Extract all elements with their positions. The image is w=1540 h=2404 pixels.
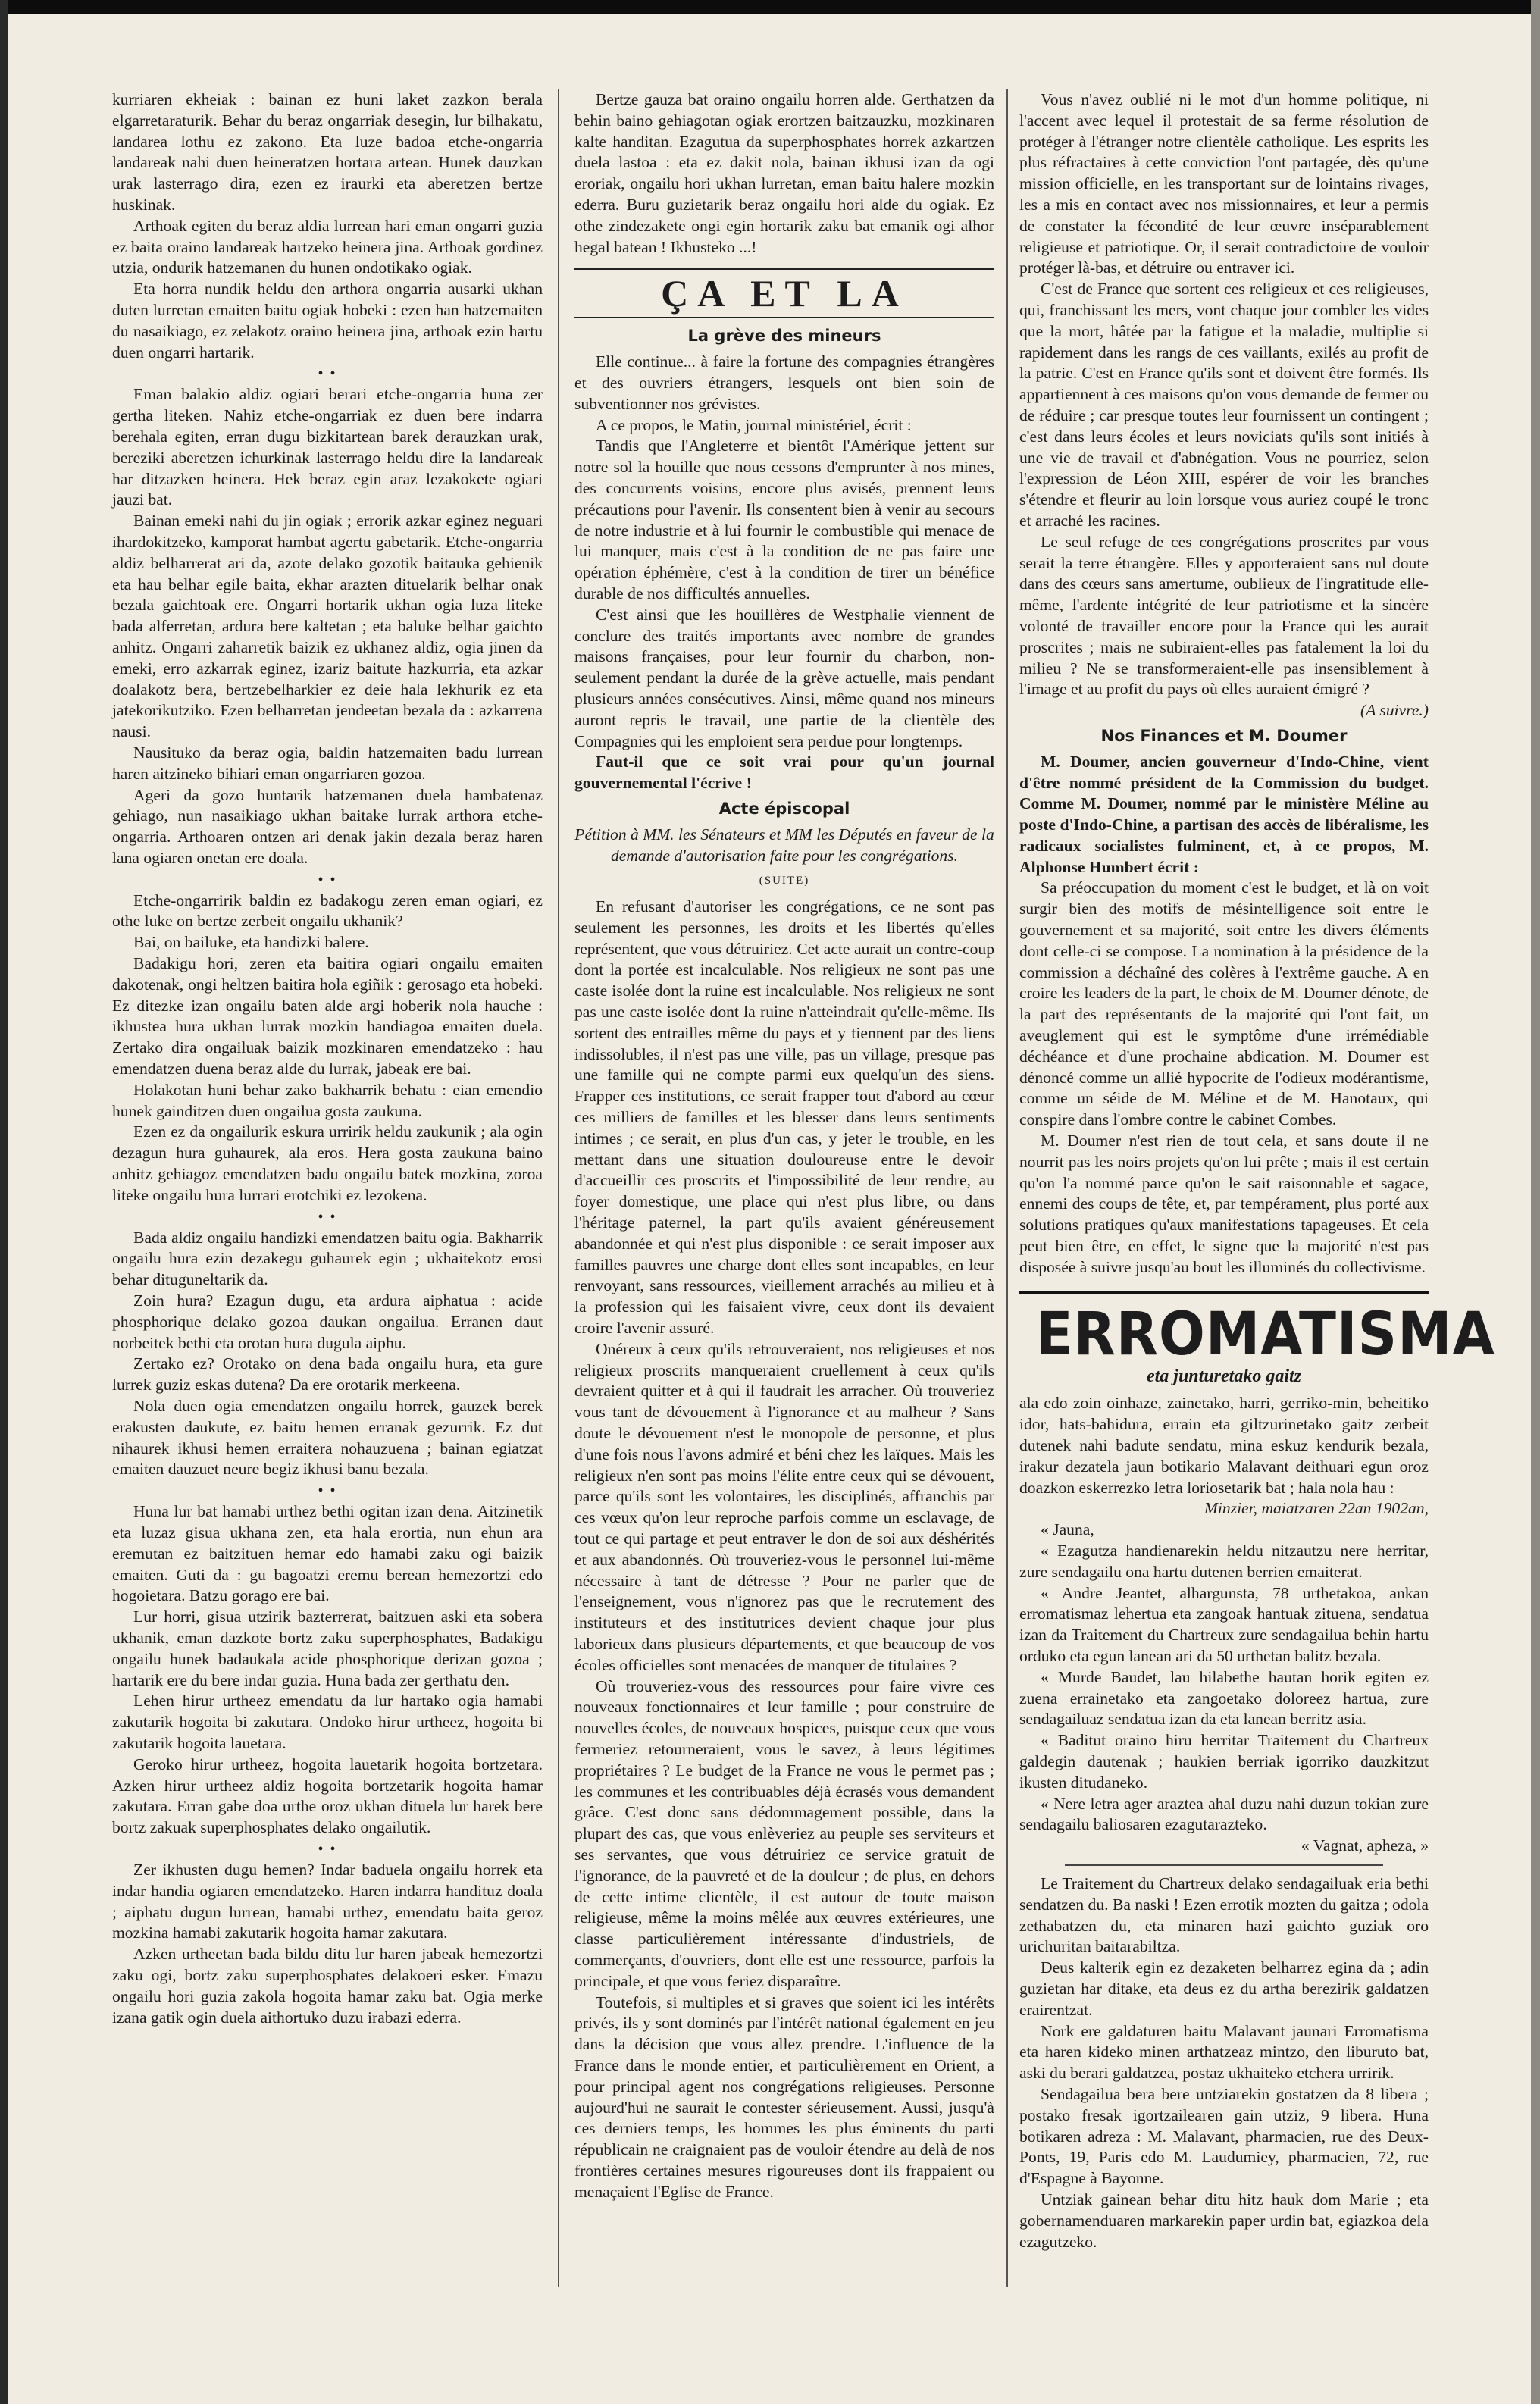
paragraph: Nola duen ogia emendatzen ongailu horrek, gauzek berek erakusten daukute, ez baitu hemen erranak gezurrik. Ez dut nihaurek ikhusi hemen erraitera nohauzuena ; bainan egiatzat emaiten dauzuet neure begiz ikhusi banu bezala.	[112, 1397, 543, 1479]
paragraph: Zoin hura? Ezagun dugu, eta ardura aiphatua : acide phosphorique delako gozoa daukan ongailua. Erranen daut norbeitek bethi eta orotan hura dugula aiphu.	[112, 1291, 543, 1352]
paragraph: Arthoak egiten du beraz aldia lurrean hari eman ongarri guzia ez baita oraino landareak hartzeko heinera jina. Arthoak gordinez utzia, ondurik hatzemanen du hunen ondotikako ogiak.	[112, 216, 543, 277]
paragraph: Bai, on bailuke, eta handizki balere.	[133, 933, 369, 952]
paragraph: Nork ere galdaturen baitu Malavant jaunari Erromatisma eta haren kideko minen arthatzeaz mintzo, den liburuto bat, aski du berari galdatzea, postaz ukhaiteko etchera urririk.	[1019, 2021, 1429, 2083]
paragraph: Ageri da gozo huntarik hatzemanen duela hambatenaz gehiago, nun nasaikiago ukhan baitake lurrak arthora etche-ongarria. Arthoaren ontzen ari denak jakin dezala beraz haren lana ogiaren onetan ere doala.	[112, 785, 543, 867]
quote-paragraph: Tandis que l'Angleterre et bientôt l'Amérique jettent sur notre sol la houille que nous cessons d'emprunter à nos mines, des concurrents voisins, encore plus avisés, prennent leurs précautions pour l'avenir. Ils consentent bien à venir au secours de notre industrie et à lui fournir le combustible qui menace de lui manquer, mais c'est à la condition de ne pas faire une opération éphémère, c'est à la condition de tirer un bénéfice durable de nos difficultés annuelles.	[574, 437, 994, 603]
continued-label: (SUITE)	[759, 875, 810, 887]
paragraph: Le Traitement du Chartreux delako sendagailuak eria bethi sendatzen du. Ba naski ! Ezen errotik mozten du gaitza ; odola zethabatzen du, eta minaren hazi gaichto guziak oro urichuritan baitarabiltza.	[1019, 1873, 1429, 1956]
paragraph: Sa préoccupation du moment c'est le budget, et là on voit surgir bien des motifs de mésintelligence soit entre le gouvernement et sa majorité, soit entre les divers éléments dont celle-ci se compose. La nomination à la présidence de la commission a déchaîné des colères à l'extrême gauche. A en croire les leaders de la part, le choix de M. Doumer dénote, de la part des représentants de la majorité qui l'ont fait, un aveuglement qui est le symptôme d'une irrémédiable déchéance et d'une prochaine abdication. M. Doumer est dénoncé comme un allié hypocrite de l'odieux modérantisme, comme un séide de M. Méline et de M. Hanotaux, qui conspire dans l'ombre contre le cabinet Combes.	[1019, 878, 1429, 1129]
section-separator: • •	[318, 1208, 337, 1225]
paragraph: M. Doumer n'est rien de tout cela, et sans doute il ne nourrit pas les noirs projets qu'on lui prête ; mais il est certain qu'on l'a nommé parce qu'on le sait raisonnable et sagace, ennemi des coups de tête, et, par tempérament, plus porté aux solutions pratiques qu'aux manifestations tapageuses. Et cela peut bien être, en effet, le signe que la majorité n'est pas disposée à suivre jusqu'au bout les illuminés du collectivisme.	[1019, 1132, 1429, 1276]
advertisement	[1019, 1291, 1495, 2253]
paragraph: Badakigu hori, zeren eta baitira ogiari ongailu emaiten dakotenak, ongi heltzen baitira hola egiñik : gerosago eta hobeki. Ez ditezke izan ongailu baten alde argi hoberik nola hauche : ikhustea hura ukhan lurrak mozkin handiagoa emaiten duela. Zertako dira ongailuak baizik mozkinaren emendatzeko : hau emendatzen duena beraz alde du lurrak, jabeak ere bai.	[112, 954, 543, 1078]
scan-right-edge	[1531, 0, 1540, 2404]
paragraph: Untziak gainean behar ditu hitz hauk dom Marie ; eta gobernamenduaren markarekin paper urdin bat, egiazkoa dela ezagutzeko.	[1019, 2190, 1429, 2251]
section-separator: • •	[318, 365, 337, 383]
paragraph: Le seul refuge de ces congrégations proscrites par vous serait la terre étrangère. Elles y apporteraient sans nul doute dans des cœurs sans amertume, oublieux de l'ingratitude elle-même, l'ardente intégrité de leur patriotisme et la sincère volonté de travailler encore pour la France qui les aurait proscrites ; mais ne subiraient-elles pas fatalement la loi du milieu ? Ne se transformeraient-elle pas insensiblement à l'image et au profit du pays où elles auraient émigré ?	[1019, 532, 1429, 699]
ad-title: ERROMATISMA	[1035, 1300, 1495, 1369]
paragraph: Eman balakio aldiz ogiari berari etche-ongarria huna zer gertha liteken. Nahiz etche-ongarriak ez duen bere indarra berehala egiten, erran dugu bizkitartean barek derauzkan urak, bereziki aberetzen ichurkinak lasterrago heldu dire la landareak har ditzazken heinera. Hek beraz egin araz lezakokete ogiari jauzi bat.	[112, 385, 543, 509]
column-rule-2	[1006, 89, 1008, 2287]
article-lead: M. Doumer, ancien gouverneur d'Indo-Chine, vient d'être nommé président de la Commission du budget. Comme M. Doumer, nommé par le ministère Méline au poste d'Indo-Chine, a partisan des accès de libéralisme, les radicaux socialistes fulminent, et, à ce propos, M. Alphonse Humbert écrit :	[1019, 752, 1429, 876]
paragraph: Zer ikhusten dugu hemen? Indar baduela ongailu horrek eta indar handia ogiaren emendatzeko. Haren indarra handituz doala ; aiphatu dugun lurrean, hamabi urthez, emendatu baita geroz mozkina hamabi zakutarik hogoita hamar zakutara.	[112, 1860, 543, 1942]
column-3	[1019, 89, 1495, 2252]
column-rule-1	[558, 89, 559, 2287]
paragraph: Holakotan huni behar zako bakharrik behatu : eian emendio hunek gainditzen duen ongailua gosta zaukuna.	[112, 1080, 543, 1120]
column-2	[574, 89, 994, 2203]
scan-left-edge	[0, 0, 8, 2404]
paragraph: « Murde Baudet, lau hilabethe hautan horik egiten ez zuena errainetako eta zangoetako doloreez hartua, zure sendagailuaz sendatua izan da eta lanean berritz asia.	[1019, 1667, 1429, 1729]
divider	[1065, 1864, 1383, 1866]
paragraph: Faut-il que ce soit vrai pour qu'un journal gouvernemental l'écrive !	[574, 753, 994, 793]
paragraph: Vous n'avez oublié ni le mot d'un homme politique, ni l'accent avec lequel il protestait de sa ferme résolution de protéger à l'étranger notre clientèle catholique. Les esprits les plus réfractaires à cette conviction l'ont partagée, dès qu'une mission officielle, en les transportant sur de lointains rivages, les a mis en contact avec nos missionnaires, et leur a permis de constater la fécondité de leur œuvre inséparablement religieuse et patriotique. Or, il serait contradictoire de vouloir protéger là-bas, et détruire ou entraver ici.	[1019, 90, 1429, 277]
section-banner: ÇA ET LA	[574, 268, 994, 318]
scan-top-border	[0, 0, 1540, 14]
paragraph: Nausituko da beraz ogia, baldin hatzemaiten badu lurrean haren aitzineko bihiari eman ongarriaren gozoa.	[112, 743, 543, 783]
paragraph: Lur horri, gisua utzirik bazterrerat, baitzuen aski eta sobera ukhanik, eman dazkote bortz zaku superphosphates, Badakigu ongailu hunek badaukala acide phosphorique derizan gozoa ; hartarik ere du bere indar guzia. Huna bada zer gerthatu den.	[112, 1607, 543, 1689]
paragraph: Sendagailua bera bere untziarekin gostatzen da 8 libera ; postako fresak igortzailearen gain utziz, 9 libera. Huna botikaren adreza : M. Malavant, pharmacien, rue des Deux-Ponts, 19, Paris edo M. Laudumiey, pharmacien, 72, rue d'Espagne à Bayonne.	[1019, 2084, 1429, 2188]
article-subtitle: Pétition à MM. les Sénateurs et MM les Députés en faveur de la demande d'autorisation faite pour les congrégations.	[574, 825, 994, 865]
section-separator: • •	[318, 1482, 337, 1500]
paragraph: Où trouveriez-vous des ressources pour faire vivre ces nouveaux fonctionnaires et leur famille ; pour construire de nouvelles écoles, de nouveaux hospices, puisque ceux que vous fermeriez retourneraient, vous le savez, à leurs légitimes propriétaires ? Le budget de la France ne vous le permet pas ; les communes et les contribuables déjà écrasés vous demandent grâce. C'est donc sans dédommagement possible, dans la plupart des cas, que vous enlèveriez au peuple ses serviteurs et ses servantes, que vous détruiriez ce service gratuit de l'ignorance, de la pauvreté et de la douleur ; de plus, en dehors de cette intime clientèle, il est autour de toute maison religieuse, même la moins mêlée aux œuvres extérieures, une classe particulièrement intéressante d'industriels, de commerçants, d'ouvriers, dont elle est une ressource, parfois la principale, et que vous feriez disparaître.	[574, 1676, 994, 1990]
to-be-continued: (A suivre.)	[1360, 701, 1429, 720]
paragraph: « Andre Jeantet, alhargunsta, 78 urthetakoa, ankan erromatismaz lehertua eta zangoak hantuak zituena, sendatua izan da Traitement du Chartreux zure sendagailua behin hartu orduko eta egun lanean ari da 50 urthetan balitz bezala.	[1019, 1583, 1429, 1665]
paragraph: « Nere letra ager araztea ahal duzu nahi duzun tokian zure sendagailu baliosaren ezagutarazteko.	[1019, 1794, 1429, 1834]
paragraph: A ce propos, le Matin, journal ministériel, écrit :	[596, 415, 912, 434]
paragraph: Onéreux à ceux qu'ils retrouveraient, nos religieuses et nos religieux proscrits manqueraient cruellement à ceux qu'ils devraient quitter et à qui il faudrait les arracher. Où trouveriez vous tant de dévouement à l'ignorance et au malheur ? Sans doute le dévouement n'est le monopole de personne, et plus d'une fois nous l'avons admiré et béni chez les laïques. Mais les religieux n'en sont pas moins l'élite entre ceux qui se dévouent, parce qu'ils sont les volontaires, les disciplinés, affranchis par ces vœux qu'on leur reproche parfois comme un esclavage, de tout ce qui partage et peut entraver le don de soi aux déshérités et aux abandonnés. Où trouveriez-vous le personnel lui-même nécessaire à tant de détresse ? Pour ne parler que de l'enseignement, vous n'ignorez pas que le recrutement des instituteurs et des institutrices devient chaque jour plus laborieux dans plusieurs départements, et que beaucoup de vos écoles officielles sont menacées de manquer de titulaires ?	[574, 1339, 994, 1674]
paragraph: En refusant d'autoriser les congrégations, ce ne sont pas seulement les personnes, les droits et les libertés qu'elles représentent, que vous détruiriez. Cet acte aurait un contre-coup dont la portée est incalculable. Nos religieux ne sont pas une caste isolée dont la ruine est incalculable. Nos religieux ne sont pas une caste isolée dont la ruine n'atteindrait qu'elle-même. Ils sortent des entrailles même du pays et y tiennent par des liens indissolubles, il n'est pas une ville, pas un village, presque pas une famille qui ne compte parmi eux quelqu'un des siens. Frapper ces institutions, ce serait frapper tout d'abord au cœur ces milliers de familles et les blesser dans leurs sentiments intimes ; ce serait, en plus d'un cas, y jeter le trouble, en les mettant dans une situation douloureuse entre le devoir d'accueillir ces proscrits et l'impossibilité de leur rendre, au foyer domestique, une place qui n'est plus libre, ou dans l'héritage paternel, la part qu'ils avaient généreusement abandonnée et qui n'est plus disponible : ce serait imposer aux familles pauvres une charge dont elles sont incapables, en leur renvoyant, sans ressources, vieillement arrachés au milieu et à la profession qui les faisaient vivre, ceux dont ils devaient croire l'avenir assuré.	[574, 897, 994, 1338]
paragraph: Geroko hirur urtheez, hogoita lauetarik hogoita bortzetara. Azken hirur urtheez aldiz hogoita bortzetarik hogoita hamar zakutara. Erran gabe doa urthe oroz ukhan dituela lur harek bere bortz zakuak superphosphates delako ongailutik.	[112, 1754, 543, 1837]
paragraph: Etche-ongarririk baldin ez badakogu zeren eman ogiari, ez othe luke on bertze zerbeit ongailu ukhanik?	[112, 891, 543, 931]
article-title: Acte épiscopal	[718, 799, 850, 818]
ad-subtitle: eta junturetako gaitz	[1146, 1366, 1302, 1386]
paragraph: « Baditut oraino hiru herritar Traitement du Chartreux galdegin dautenak ; haukien berriak igorriko dauzkitzut ikusten ditudaneko.	[1019, 1731, 1429, 1792]
section-separator: • •	[318, 1840, 337, 1858]
column-1	[112, 89, 543, 2028]
paragraph: Huna lur bat hamabi urthez bethi ogitan izan dena. Aitzinetik eta luzaz gisua ukhana zen, eta hala erortia, nun ehun ara eremutan ez baitzituen hemar edo hamabi zaku ogi baizik emaiten. Guti da : gu bagoatzi eremu berean hemezortzi edo hogoietara. Batzu gorago ere bai.	[112, 1502, 543, 1605]
paragraph: Bertze gauza bat oraino ongailu horren alde. Gerthatzen da behin baino gehiagotan ogiak erortzen baitzauzku, mozkinaren kalte handitan. Ezagutua da superphosphates horrek azkartzen duela lastoa : eta ez dakit nola, bainan ikhusi izan da ogi eroriak, ongailu hori ukhan lurretan, eman baitu halere mozkin ederra. Buru guzietarik beraz ongailu hori alde du ogiak. Ez othe zindezakete ongi egin hortarik zaku bat emanik ogi alhor hegal batean ! Ikhusteko ...!	[574, 90, 994, 256]
letter-signature: « Vagnat, apheza, »	[1301, 1836, 1429, 1855]
paragraph: kurriaren ekheiak : bainan ez huni laket zazkon berala elgarretaraturik. Behar du beraz ongarriak desegin, lur bilhakatu, landarea lothu ez zakono. Eta luze badoa etche-ongarria landareak nahi duen heineratzen hortara artean. Hunek dauzkan urak lasterrago dira, ezen ez iraurki eta aberetzen bertze huskinak.	[112, 90, 543, 214]
quote-paragraph: C'est ainsi que les houillères de Westphalie viennent de conclure des traités importants avec nombre de grandes maisons françaises, pour leur fournir du charbon, non-seulement pendant la durée de la grève actuelle, mais pendant plusieurs années consécutives. Ainsi, même quand nos mineurs auront repris le travail, une partie de la clientèle des Compagnies qui les emploient sera perdue pour longtemps.	[574, 605, 994, 750]
paragraph: Zertako ez? Orotako on dena bada ongailu hura, eta gure lurrek guziz eskas dutena? Da ere orotarik merkeena.	[112, 1354, 543, 1395]
paragraph: Elle continue... à faire la fortune des compagnies étrangères et des ouvriers étrangers, lesquels ont bien soin de subventionner nos grévistes.	[574, 352, 994, 413]
paragraph: Deus kalterik egin ez dezaketen belharrez egina da ; adin guzietan har ditake, eta deus ez du artha berezirik galdatzen erairentzat.	[1019, 1958, 1429, 2019]
paragraph: Ezen ez da ongailurik eskura urririk heldu zaukunik ; ala ogin dezagun hura guhaurek, ala eros. Hera gosta zaukuna baino anhitz gehiagoz emendatzen badu ongailu batek mozkina, zoroa liteke ongailu hura lurrari erotchiki ez lezokena.	[112, 1122, 543, 1204]
paragraph: « Ezagutza handienarekin heldu nitzautzu nere herritar, zure sendagailu ona hartu dutenen berrien emaiterat.	[1019, 1542, 1429, 1581]
paragraph: C'est de France que sortent ces religieux et ces religieuses, qui, franchissant les mers, vont chaque jour combler les vides que la mort, hâtée par la fatigue et la maladie, multiplie si rapidement dans les rangs de ces vaillants, exilés au profit de la patrie. C'est en France qu'ils sont et doivent être formés. Ils appartiennent à ces maisons qu'on vous demande de fermer ou de réduire ; car presque toutes leur fournissent un contingent ; c'est dans leurs écoles et leurs noviciats qu'ils sont initiés à une vie de travail et d'abnégation. Vous ne pourriez, selon l'expression de Léon XIII, espérer de voir les branches s'étendre et fleurir au loin lorsque vous auriez coupé le tronc et arraché les racines.	[1019, 280, 1429, 530]
paragraph: Bainan emeki nahi du jin ogiak ; errorik azkar eginez neguari ihardokitzeko, kamporat hambat agertu gabetarik. Etche-ongarria aldiz belharrerat ari da, azote delako gozotik baitauka gehienik eta hau belhar egile baita, ekhar arazten dituelarik belhar onak bezala gaichtoak ere. Ongarri hortarik ukhan ogia luza liteke bada alferretan, ardura bere kaltetan ; eta baluke belhar gaichto anhitz. Ongarri zaharretik baizik ez ukhanez aldiz, ogia jinen da emeki, erro azkarrak eginez, izariz baitute hazkurria, eta azkar doalakotz bera, bertzebelharkier ez deie hala lekhurik ez eta jatekorikutziko. Ezen belharretan jendeetan bezala da : azkarrena nausi.	[112, 512, 543, 741]
article-title: La grève des mineurs	[687, 327, 881, 346]
letter-salutation: « Jauna,	[1041, 1520, 1094, 1539]
paragraph: Eta horra nundik heldu den arthora ongarria ausarki ukhan duten lurretan emaiten baitu ogiak hobeki : ezen han hatzemaiten du nasaikiago, ez zelakotz oraino heinera jina, arthoak ezin hartu duen ongarri hartarik.	[112, 280, 543, 362]
paragraph: Toutefois, si multiples et si graves que soient ici les intérêts privés, ils y sont dominés par l'intérêt national également en jeu dans la décision que vous allez prendre. L'influence de la France dans le monde entier, et particulièrement en Orient, a pour principal agent nos congrégations religieuses. Personne aujourd'hui ne saurait le contester sérieusement. Aussi, jusqu'à ces derniers temps, les hommes les plus éminents du parti républicain ne craignaient pas de vouloir étendre au delà de nos frontières certaines mesures rigoureuses dont ils frappaient ou menaçaient l'Eglise de France.	[574, 1992, 994, 2201]
paragraph: ala edo zoin oinhaze, zainetako, harri, gerriko-min, beheitiko idor, hats-bahidura, errain eta giltzurinetako gaitz zerbeit dutenek nahi badute sendatu, mina eskuz kendurik bezala, irakur dezatela jaun botikario Malavant deithuari egun oroz doazkon eskerrezko letra loriosetarik bat ; hala nola hau :	[1019, 1394, 1429, 1497]
paragraph: Lehen hirur urtheez emendatu da lur hartako ogia hamabi zakutarik hogoita bi zakutara. Ondoko hirur urtheez, hogoita bi zakutarik hogoita lauetara.	[112, 1692, 543, 1752]
section-separator: • •	[318, 871, 337, 888]
paragraph: Bada aldiz ongailu handizki emendatzen baitu ogia. Bakharrik ongailu hura ezin dezakegu guhaurek egin ; ukhaitekotz erosi behar dituguneltarik da.	[112, 1228, 543, 1289]
article-title: Nos Finances et M. Doumer	[1100, 726, 1348, 745]
paragraph: Azken urtheetan bada bildu ditu lur haren jabeak hemezortzi zaku ogi, bortz zaku superphosphates delakoeri esker. Emazu ongailu hori guzia zakola hogoita hamar zaku bat. Ogia merke izana gatik ogin duela aithortuko duzu irabazi ederra.	[112, 1945, 543, 2027]
letter-date: Minzier, maiatzaren 22an 1902an,	[1204, 1499, 1429, 1518]
